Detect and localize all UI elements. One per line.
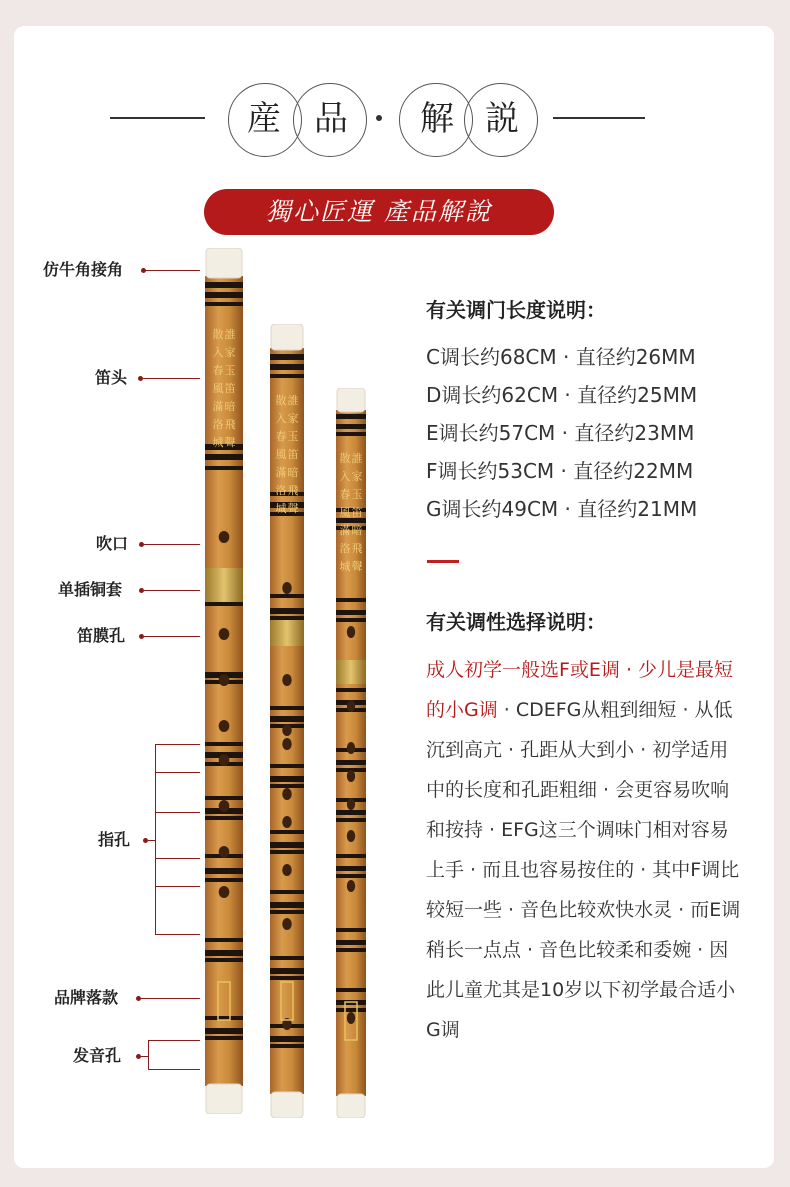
leader-line: [141, 1056, 149, 1057]
flute-hole: [219, 628, 230, 640]
inscription-char: 笛: [351, 506, 363, 519]
binding-band: [270, 616, 304, 620]
inscription-char: 暗: [287, 466, 299, 479]
bracket-tick: [148, 1069, 200, 1070]
binding-band: [270, 968, 304, 974]
binding-band: [270, 902, 304, 908]
inscription-char: 風: [212, 382, 224, 395]
inscription-char: 散: [275, 394, 287, 407]
binding-band: [205, 1036, 243, 1040]
binding-band: [336, 414, 366, 419]
leader-line: [148, 840, 156, 841]
flute-hole: [219, 531, 230, 543]
leader-line: [146, 270, 200, 271]
binding-band: [270, 594, 304, 598]
horn-cap-bottom: [271, 1092, 303, 1118]
label-horn-joint: 仿牛角接角: [43, 260, 124, 279]
bracket-tick: [155, 934, 200, 935]
inscription-char: 洛: [212, 418, 224, 431]
key-title: 有关调性选择说明：: [426, 610, 606, 634]
binding-band: [270, 364, 304, 370]
flute-drawing: [270, 324, 304, 1118]
bracket-tick: [155, 772, 200, 773]
binding-band: [270, 776, 304, 782]
binding-band: [336, 928, 366, 932]
spec-d: D调长约62CM · 直径约25MM: [426, 383, 698, 407]
binding-band: [270, 784, 304, 788]
binding-band: [336, 598, 366, 602]
inscription-char: 玉: [224, 364, 236, 377]
inscription-char: 滿: [212, 400, 224, 413]
flute-hole: [347, 626, 355, 638]
flute-hole: [219, 754, 230, 766]
binding-band: [270, 842, 304, 848]
binding-band: [336, 810, 366, 815]
bracket-tick: [148, 1040, 200, 1041]
binding-band: [336, 948, 366, 952]
inscription-char: 聲: [224, 436, 236, 449]
flute-hole: [347, 742, 355, 754]
flute-hole: [282, 582, 292, 594]
flute-hole: [282, 918, 292, 930]
flute-c: [205, 248, 243, 1114]
binding-band: [205, 816, 243, 820]
flute-hole: [219, 800, 230, 812]
inscription-char: 滿: [339, 524, 351, 537]
inscription-char: 入: [212, 346, 224, 359]
inscription-char: 暗: [224, 400, 236, 413]
binding-band: [205, 602, 243, 606]
binding-band: [336, 688, 366, 692]
binding-band: [205, 302, 243, 306]
section-divider: [427, 560, 459, 563]
inscription-char: 飛: [351, 542, 363, 555]
binding-band: [205, 878, 243, 882]
bracket-tick: [155, 886, 200, 887]
key-description: [426, 650, 746, 1050]
flute-hole: [219, 720, 230, 732]
header-line-right: [553, 117, 645, 119]
inscription-char: 飛: [224, 418, 236, 431]
binding-band: [270, 890, 304, 894]
binding-band: [270, 716, 304, 722]
binding-band: [336, 432, 366, 436]
key-body: · CDEFG从粗到细短 · 从低沉到高亢 · 孔距从大到小 · 初学适用中的长度和孔距粗细 · 会更容易吹响和按持 · EFG这三个调味门相对容易上手 · 而且也容易按住的 · 其中F调比较短一些 · 音色比较欢快水灵 · 而E调稍长一点点 · 音色比较柔和委婉 · 因此儿童尤其是10岁以下初学最合适小G调: [426, 699, 741, 1041]
bracket-tick: [155, 858, 200, 859]
inscription-char: 笛: [287, 448, 299, 461]
label-brand-mark: 品牌落款: [54, 988, 119, 1007]
binding-band: [270, 956, 304, 960]
leader-line: [144, 636, 200, 637]
binding-band: [270, 1036, 304, 1042]
brass-ferrule: [205, 568, 243, 602]
binding-band: [270, 910, 304, 914]
binding-band: [205, 1028, 243, 1034]
binding-band: [270, 976, 304, 980]
flute-hole: [219, 886, 230, 898]
inscription-char: 春: [212, 364, 224, 377]
inscription-char: 風: [339, 506, 351, 519]
inscription-char: 散: [212, 328, 224, 341]
flute-drawing: [205, 248, 243, 1114]
bracket-tick: [155, 812, 200, 813]
header-line-left: [110, 117, 205, 119]
binding-band: [336, 940, 366, 945]
flute-hole: [282, 724, 292, 736]
inscription-char: 家: [351, 470, 363, 483]
binding-band: [336, 618, 366, 622]
binding-band: [205, 742, 243, 746]
inscription-char: 家: [224, 346, 236, 359]
binding-band: [205, 868, 243, 874]
binding-band: [205, 958, 243, 962]
inscription-char: 誰: [287, 394, 299, 407]
flute-hole: [282, 738, 292, 750]
inscription-char: 洛: [275, 484, 287, 497]
leader-line: [141, 998, 200, 999]
inscription-char: 城: [275, 502, 287, 515]
inscription-char: 城: [212, 436, 224, 449]
binding-band: [336, 854, 366, 858]
header-char: 説: [485, 99, 519, 139]
inscription-char: 誰: [224, 328, 236, 341]
binding-band: [336, 610, 366, 615]
binding-band: [270, 830, 304, 834]
inscription-char: 春: [275, 430, 287, 443]
flute-hole: [347, 700, 355, 712]
flute-hole: [282, 674, 292, 686]
inscription-char: 洛: [339, 542, 351, 555]
label-membrane-hole: 笛膜孔: [77, 626, 126, 645]
binding-band: [205, 292, 243, 298]
binding-band: [336, 874, 366, 878]
inscription-char: 飛: [287, 484, 299, 497]
spec-e: E调长约57CM · 直径约23MM: [426, 421, 695, 445]
inscription-char: 散: [339, 452, 351, 465]
inscription-char: 春: [339, 488, 351, 501]
horn-cap-top: [337, 388, 365, 412]
header-char: 解: [420, 99, 454, 139]
spec-c: C调长约68CM · 直径约26MM: [426, 345, 696, 369]
flute-hole: [282, 788, 292, 800]
binding-band: [205, 796, 243, 800]
binding-band: [270, 706, 304, 710]
binding-band: [270, 608, 304, 614]
spec-f: F调长约53CM · 直径约22MM: [426, 459, 694, 483]
binding-band: [336, 866, 366, 871]
binding-band: [205, 454, 243, 460]
flute-d: [270, 324, 304, 1118]
brass-ferrule: [270, 620, 304, 646]
binding-band: [270, 354, 304, 360]
binding-band: [270, 764, 304, 768]
flute-hole: [347, 880, 355, 892]
horn-cap-top: [206, 248, 242, 278]
binding-band: [336, 760, 366, 765]
inscription-char: 誰: [351, 452, 363, 465]
inscription-char: 暗: [351, 524, 363, 537]
leader-line: [143, 378, 200, 379]
label-sound-hole: 发音孔: [73, 1046, 122, 1065]
binding-band: [336, 424, 366, 429]
inscription-char: 聲: [287, 502, 299, 515]
binding-band: [205, 938, 243, 942]
label-copper-ferrule: 单插铜套: [58, 580, 123, 599]
bracket-line: [148, 1040, 149, 1069]
binding-band: [336, 988, 366, 992]
flute-hole: [347, 770, 355, 782]
binding-band: [336, 1008, 366, 1012]
flute-hole: [282, 864, 292, 876]
flute-hole: [347, 798, 355, 810]
label-flute-head: 笛头: [95, 368, 128, 387]
length-title: 有关调门长度说明：: [426, 298, 606, 322]
header-char: 品: [314, 99, 348, 139]
header-dot: [376, 115, 382, 121]
binding-band: [270, 850, 304, 854]
spec-g: G调长约49CM · 直径约21MM: [426, 497, 698, 521]
label-embouchure: 吹口: [96, 534, 129, 553]
flute-hole: [347, 1012, 355, 1024]
binding-band: [205, 466, 243, 470]
inscription-char: 聲: [351, 560, 363, 573]
inscription-char: 滿: [275, 466, 287, 479]
bracket-tick: [155, 744, 200, 745]
binding-band: [270, 374, 304, 378]
inscription-char: 入: [275, 412, 287, 425]
label-finger-holes: 指孔: [98, 830, 131, 849]
brass-ferrule: [336, 660, 366, 684]
binding-band: [205, 282, 243, 288]
inscription-char: 笛: [224, 382, 236, 395]
flute-drawing: [336, 388, 366, 1118]
flute-hole: [219, 846, 230, 858]
inscription-char: 玉: [351, 488, 363, 501]
inscription-char: 玉: [287, 430, 299, 443]
binding-band: [270, 1044, 304, 1048]
flute-g: [336, 388, 366, 1118]
horn-cap-bottom: [206, 1084, 242, 1114]
flute-hole: [347, 830, 355, 842]
header-char: 産: [247, 99, 281, 139]
horn-cap-bottom: [337, 1094, 365, 1118]
leader-line: [144, 544, 200, 545]
horn-cap-top: [271, 324, 303, 350]
inscription-char: 城: [339, 560, 351, 573]
inscription-char: 風: [275, 448, 287, 461]
binding-band: [336, 818, 366, 822]
flute-hole: [282, 816, 292, 828]
title-banner: 獨心匠運 產品解說: [204, 189, 554, 235]
binding-band: [205, 950, 243, 956]
flute-hole: [219, 674, 230, 686]
inscription-char: 家: [287, 412, 299, 425]
inscription-char: 入: [339, 470, 351, 483]
leader-line: [144, 590, 200, 591]
key-highlight: 成人初学一般选F或E调 · 少儿是最短的小G调: [426, 659, 734, 721]
